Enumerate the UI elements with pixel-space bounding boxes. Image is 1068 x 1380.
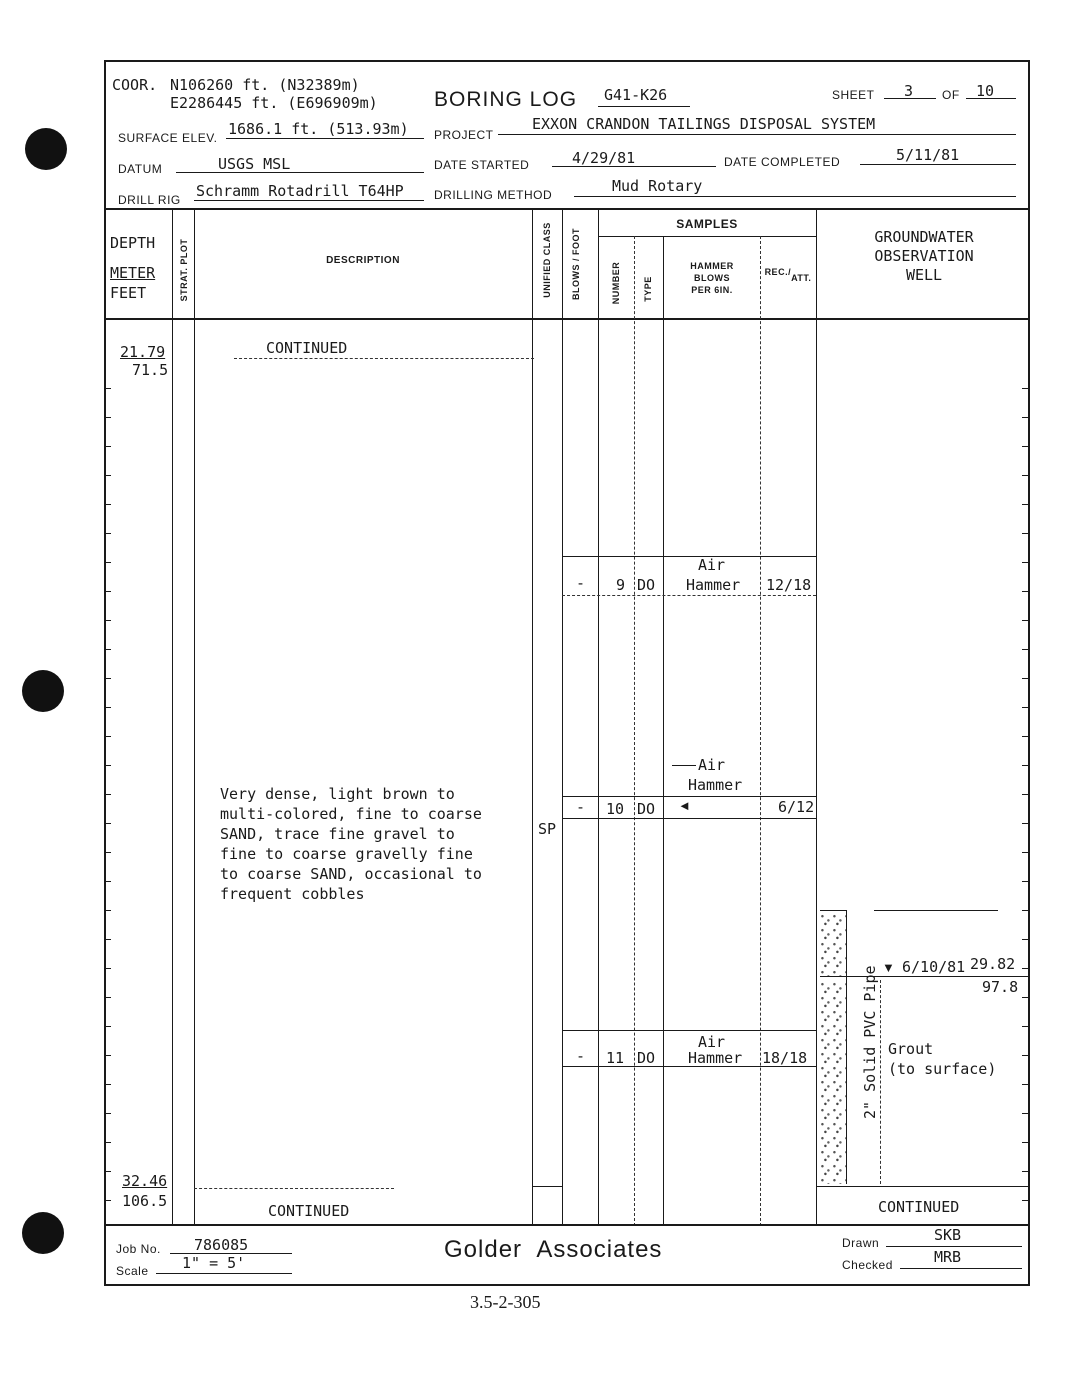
sample-9-type: DO <box>637 576 656 594</box>
soil-description: Very dense, light brown to multi-colored, fine to coarse SAND, trace fine gravel to fine to coarse gravelly fine to coarse SAND, occasional to frequent cobbles <box>220 785 482 903</box>
sample-9-hammer-2: Hammer <box>686 576 741 594</box>
depth-tick <box>1022 997 1029 998</box>
depth-tick <box>104 939 111 940</box>
bottom-depth-feet: 106.5 <box>122 1192 168 1210</box>
job-no: 786085 <box>194 1236 249 1254</box>
grout-extent: (to surface) <box>888 1060 997 1078</box>
project-name: EXXON CRANDON TAILINGS DISPOSAL SYSTEM <box>532 115 876 133</box>
feet-header: FEET <box>110 284 147 302</box>
depth-tick <box>1022 1026 1029 1027</box>
depth-tick <box>1022 1142 1029 1143</box>
type-header: TYPE <box>643 276 653 302</box>
of-label: OF <box>942 88 960 102</box>
depth-tick <box>104 649 111 650</box>
depth-tick <box>1022 939 1029 940</box>
hammer-blows-header: HAMMER BLOWS PER 6IN. <box>690 261 734 295</box>
coor-line2: E2286445 ft. (E696909m) <box>170 94 378 112</box>
depth-tick <box>104 417 111 418</box>
depth-tick <box>104 968 111 969</box>
top-depth-meter: 21.79 <box>120 343 166 361</box>
depth-tick <box>1022 591 1029 592</box>
depth-tick <box>104 910 111 911</box>
company-name: Golder Associates <box>444 1236 663 1263</box>
well-continued: CONTINUED <box>878 1198 960 1216</box>
boring-log-title: BORING LOG <box>434 88 578 111</box>
depth-tick <box>1022 388 1029 389</box>
arrow-icon: ◄ <box>678 798 691 813</box>
drawn-label: Drawn <box>842 1236 880 1250</box>
depth-tick <box>104 1055 111 1056</box>
drawn-by: SKB <box>934 1226 962 1244</box>
depth-tick <box>104 881 111 882</box>
sample-10-type: DO <box>637 800 656 818</box>
meter-header: METER <box>110 264 156 282</box>
rec-att-header: REC./ATT. <box>764 267 812 283</box>
depth-tick <box>1022 475 1029 476</box>
sample-11-rec-att: 18/18 <box>762 1049 808 1067</box>
depth-tick <box>104 620 111 621</box>
coor-label: COOR. <box>112 76 158 94</box>
depth-tick <box>1022 736 1029 737</box>
depth-tick <box>1022 504 1029 505</box>
surface-elev-label: SURFACE ELEV. <box>118 131 218 145</box>
drilling-method-label: DRILLING METHOD <box>434 188 553 202</box>
log-id: G41-K26 <box>604 86 668 104</box>
date-completed: 5/11/81 <box>896 146 960 164</box>
depth-tick <box>1022 707 1029 708</box>
depth-tick <box>104 823 111 824</box>
depth-tick <box>1022 881 1029 882</box>
sample-11-hammer-1: Air <box>698 1033 726 1051</box>
depth-tick <box>104 388 111 389</box>
depth-tick <box>104 1171 111 1172</box>
water-depth-feet: 97.8 <box>982 978 1019 996</box>
water-depth-meter: 29.82 <box>970 955 1016 973</box>
drill-rig: Schramm Rotadrill T64HP <box>196 182 404 200</box>
depth-tick <box>104 852 111 853</box>
surface-elev: 1686.1 ft. (513.93m) <box>228 120 409 138</box>
scale-value: 1" = 5' <box>182 1254 246 1272</box>
depth-tick <box>1022 446 1029 447</box>
sample-9-number: 9 <box>616 576 626 594</box>
depth-tick <box>1022 649 1029 650</box>
depth-tick <box>104 533 111 534</box>
date-started: 4/29/81 <box>572 149 636 167</box>
depth-tick <box>1022 823 1029 824</box>
depth-tick <box>1022 1171 1029 1172</box>
depth-tick <box>104 997 111 998</box>
depth-tick <box>104 475 111 476</box>
depth-tick <box>1022 968 1029 969</box>
depth-tick <box>1022 1200 1029 1201</box>
project-label: PROJECT <box>434 128 494 142</box>
sample-10-rec-att: 6/12 <box>778 798 815 816</box>
depth-tick <box>104 1084 111 1085</box>
depth-tick <box>104 1026 111 1027</box>
sheet-number: 3 <box>904 82 914 100</box>
depth-tick <box>1022 1084 1029 1085</box>
grout-fill-lower <box>820 980 846 1184</box>
groundwater-header: GROUNDWATER OBSERVATION WELL <box>874 228 974 284</box>
strat-plot-header: STRAT. PLOT <box>179 238 189 302</box>
sample-10-hammer-1: Air <box>698 756 726 774</box>
depth-tick <box>1022 852 1029 853</box>
binder-hole-bottom <box>22 1212 64 1254</box>
date-started-label: DATE STARTED <box>434 158 530 172</box>
job-no-label: Job No. <box>116 1242 161 1256</box>
water-date: 6/10/81 <box>902 958 966 976</box>
depth-header: DEPTH <box>110 234 156 252</box>
depth-tick <box>1022 678 1029 679</box>
top-continued: CONTINUED <box>266 339 348 357</box>
depth-tick <box>104 446 111 447</box>
date-completed-label: DATE COMPLETED <box>724 155 841 169</box>
depth-tick <box>104 765 111 766</box>
checked-label: Checked <box>842 1258 893 1272</box>
depth-tick <box>104 1142 111 1143</box>
bottom-depth-meter: 32.46 <box>122 1172 168 1190</box>
number-header: NUMBER <box>611 261 621 305</box>
scale-label: Scale <box>116 1264 149 1278</box>
datum-value: USGS MSL <box>218 155 291 173</box>
depth-tick <box>1022 417 1029 418</box>
pvc-pipe-label: 2" Solid PVC Pipe <box>861 965 879 1119</box>
unified-class-header: UNIFIED CLASS <box>542 222 552 298</box>
coor-line1: N106260 ft. (N32389m) <box>170 76 360 94</box>
sample-10-hammer-2: Hammer <box>688 776 743 794</box>
sheet-total: 10 <box>976 82 995 100</box>
bottom-continued: CONTINUED <box>268 1202 350 1220</box>
depth-tick <box>104 562 111 563</box>
depth-tick <box>1022 1113 1029 1114</box>
top-depth-feet: 71.5 <box>132 361 169 379</box>
sample-9-rec-att: 12/18 <box>766 576 812 594</box>
depth-tick <box>104 1113 111 1114</box>
datum-label: DATUM <box>118 162 163 176</box>
depth-tick <box>1022 765 1029 766</box>
sample-11-number: 11 <box>606 1049 625 1067</box>
sample-10-blows: - <box>576 798 586 816</box>
description-header: DESCRIPTION <box>326 255 400 266</box>
sheet-label: SHEET <box>832 88 875 102</box>
drilling-method: Mud Rotary <box>612 177 703 195</box>
sample-11-hammer-2: Hammer <box>688 1049 743 1067</box>
grout-fill-upper <box>820 912 846 976</box>
sample-9-hammer-1: Air <box>698 556 726 574</box>
depth-tick <box>104 736 111 737</box>
depth-tick <box>104 707 111 708</box>
depth-tick <box>1022 533 1029 534</box>
depth-tick <box>1022 910 1029 911</box>
sample-10-number: 10 <box>606 800 625 818</box>
checked-by: MRB <box>934 1248 962 1266</box>
depth-tick <box>1022 620 1029 621</box>
binder-hole-middle <box>22 670 64 712</box>
water-level-icon: ▼ <box>882 960 895 975</box>
depth-tick <box>1022 1055 1029 1056</box>
depth-tick <box>104 1200 111 1201</box>
page-number: 3.5-2-305 <box>470 1292 541 1312</box>
depth-tick <box>104 794 111 795</box>
samples-header: SAMPLES <box>676 217 738 231</box>
blows-foot-header: BLOWS / FOOT <box>571 228 581 300</box>
depth-tick <box>104 504 111 505</box>
depth-tick <box>104 678 111 679</box>
binder-hole-top <box>25 128 67 170</box>
grout-label: Grout <box>888 1040 934 1058</box>
unified-class-value: SP <box>538 820 557 838</box>
depth-tick <box>1022 794 1029 795</box>
depth-tick <box>104 591 111 592</box>
sample-9-blows: - <box>576 574 586 592</box>
sample-11-type: DO <box>637 1049 656 1067</box>
depth-tick <box>1022 562 1029 563</box>
drill-rig-label: DRILL RIG <box>118 193 181 207</box>
sample-11-blows: - <box>576 1047 586 1065</box>
